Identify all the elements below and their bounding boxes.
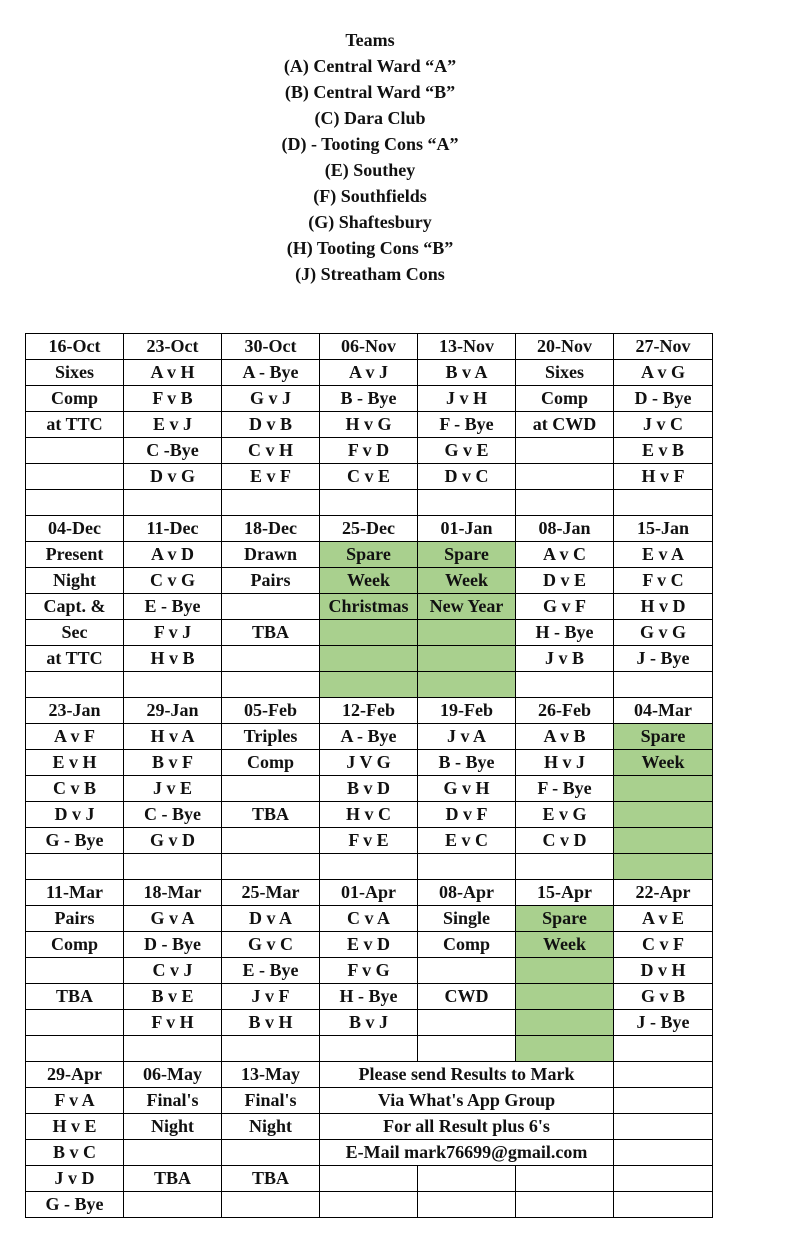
table-cell — [516, 464, 614, 490]
table-cell — [26, 672, 124, 698]
table-cell: C v F — [614, 932, 713, 958]
table-cell: J v H — [418, 386, 516, 412]
table-cell: F - Bye — [418, 412, 516, 438]
table-cell — [320, 672, 418, 698]
table-cell: H v F — [614, 464, 713, 490]
table-cell: Week — [320, 568, 418, 594]
table-row — [26, 1088, 713, 1114]
table-row — [26, 490, 713, 516]
table-cell: 26-Feb — [516, 698, 614, 724]
table-row — [26, 1140, 713, 1166]
fixtures-body — [26, 334, 713, 1218]
table-cell — [222, 854, 320, 880]
table-cell — [222, 594, 320, 620]
table-cell: 08-Jan — [516, 516, 614, 542]
table-cell — [222, 672, 320, 698]
teams-list — [0, 27, 740, 287]
table-row — [26, 620, 713, 646]
table-cell: E v A — [614, 542, 713, 568]
table-cell: B v E — [124, 984, 222, 1010]
table-cell: 25-Dec — [320, 516, 418, 542]
table-cell: at TTC — [26, 412, 124, 438]
table-row — [26, 880, 713, 906]
table-cell: Present — [26, 542, 124, 568]
table-cell: F v D — [320, 438, 418, 464]
table-cell: Comp — [516, 386, 614, 412]
table-cell — [418, 958, 516, 984]
table-cell: Week — [418, 568, 516, 594]
table-row — [26, 1114, 713, 1140]
table-cell — [614, 672, 713, 698]
table-cell: G v G — [614, 620, 713, 646]
table-cell: Spare — [516, 906, 614, 932]
table-cell — [26, 854, 124, 880]
table-cell: D - Bye — [124, 932, 222, 958]
table-cell — [418, 620, 516, 646]
table-cell: F v H — [124, 1010, 222, 1036]
table-cell — [26, 490, 124, 516]
table-cell — [614, 1140, 713, 1166]
table-cell — [614, 490, 713, 516]
table-row — [26, 334, 713, 360]
table-cell: J v A — [418, 724, 516, 750]
table-cell: J v B — [516, 646, 614, 672]
table-cell: 20-Nov — [516, 334, 614, 360]
table-cell: E - Bye — [222, 958, 320, 984]
table-cell: TBA — [222, 1166, 320, 1192]
table-row — [26, 464, 713, 490]
table-cell: 15-Jan — [614, 516, 713, 542]
table-cell — [222, 646, 320, 672]
table-cell: J - Bye — [614, 646, 713, 672]
table-cell: Final's — [222, 1088, 320, 1114]
table-cell: H - Bye — [320, 984, 418, 1010]
table-cell — [418, 490, 516, 516]
table-cell: J V G — [320, 750, 418, 776]
table-cell: 08-Apr — [418, 880, 516, 906]
table-cell: B v A — [418, 360, 516, 386]
team-f: (F) Southfields — [313, 186, 427, 206]
table-cell: 30-Oct — [222, 334, 320, 360]
table-cell: New Year — [418, 594, 516, 620]
table-cell: CWD — [418, 984, 516, 1010]
table-cell: B v F — [124, 750, 222, 776]
table-cell — [320, 854, 418, 880]
table-cell: B v J — [320, 1010, 418, 1036]
table-cell: E v G — [516, 802, 614, 828]
table-cell: G v B — [614, 984, 713, 1010]
table-row — [26, 1192, 713, 1218]
table-row — [26, 360, 713, 386]
table-cell: G v D — [124, 828, 222, 854]
table-cell — [614, 828, 713, 854]
table-cell: Night — [124, 1114, 222, 1140]
table-cell: J v E — [124, 776, 222, 802]
table-cell: G v A — [124, 906, 222, 932]
table-cell: C v D — [516, 828, 614, 854]
table-cell: H v J — [516, 750, 614, 776]
table-cell: F v C — [614, 568, 713, 594]
table-cell: 19-Feb — [418, 698, 516, 724]
table-cell: 13-Nov — [418, 334, 516, 360]
table-cell: 22-Apr — [614, 880, 713, 906]
table-cell: 18-Mar — [124, 880, 222, 906]
table-cell: J v D — [26, 1166, 124, 1192]
table-cell: H v G — [320, 412, 418, 438]
team-b: (B) Central Ward “B” — [284, 82, 456, 102]
table-cell: A v J — [320, 360, 418, 386]
table-cell — [418, 854, 516, 880]
table-cell: Comp — [26, 386, 124, 412]
table-row — [26, 724, 713, 750]
table-cell: D - Bye — [614, 386, 713, 412]
table-cell — [124, 1192, 222, 1218]
table-cell — [614, 1036, 713, 1062]
table-cell — [614, 854, 713, 880]
table-cell — [124, 672, 222, 698]
table-row — [26, 854, 713, 880]
table-cell: 12-Feb — [320, 698, 418, 724]
table-cell: E v D — [320, 932, 418, 958]
table-cell — [516, 1036, 614, 1062]
notice-cell: E-Mail mark76699@gmail.com — [320, 1140, 614, 1166]
table-cell — [418, 672, 516, 698]
notice-cell: Please send Results to Mark — [320, 1062, 614, 1088]
table-cell: J v C — [614, 412, 713, 438]
table-cell: Spare — [418, 542, 516, 568]
table-cell: A v G — [614, 360, 713, 386]
table-cell: 05-Feb — [222, 698, 320, 724]
table-cell: 25-Mar — [222, 880, 320, 906]
table-cell: G v E — [418, 438, 516, 464]
table-cell: F - Bye — [516, 776, 614, 802]
table-cell: Comp — [418, 932, 516, 958]
table-row — [26, 438, 713, 464]
table-cell: Christmas — [320, 594, 418, 620]
table-cell: A v B — [516, 724, 614, 750]
table-cell: A v H — [124, 360, 222, 386]
table-cell — [418, 646, 516, 672]
table-cell: C v E — [320, 464, 418, 490]
table-cell: 18-Dec — [222, 516, 320, 542]
table-cell: F v J — [124, 620, 222, 646]
table-cell: E v C — [418, 828, 516, 854]
table-cell — [614, 1166, 713, 1192]
table-cell: D v E — [516, 568, 614, 594]
table-cell — [124, 854, 222, 880]
table-cell: 01-Jan — [418, 516, 516, 542]
table-row — [26, 594, 713, 620]
table-cell — [222, 1140, 320, 1166]
table-row — [26, 932, 713, 958]
table-row — [26, 1166, 713, 1192]
table-cell: TBA — [222, 620, 320, 646]
table-row — [26, 984, 713, 1010]
table-cell: Spare — [320, 542, 418, 568]
table-cell: C v B — [26, 776, 124, 802]
table-cell: B v D — [320, 776, 418, 802]
table-cell: Pairs — [26, 906, 124, 932]
table-cell — [320, 1166, 418, 1192]
table-cell — [614, 1192, 713, 1218]
table-cell — [418, 1166, 516, 1192]
table-cell: C -Bye — [124, 438, 222, 464]
table-cell — [516, 854, 614, 880]
team-c: (C) Dara Club — [314, 108, 426, 128]
table-row — [26, 1010, 713, 1036]
table-cell: A - Bye — [222, 360, 320, 386]
table-cell — [614, 1088, 713, 1114]
table-cell: G - Bye — [26, 828, 124, 854]
notice-cell: For all Result plus 6's — [320, 1114, 614, 1140]
team-d: (D) - Tooting Cons “A” — [281, 134, 459, 154]
table-cell — [124, 1140, 222, 1166]
table-cell: Single — [418, 906, 516, 932]
table-cell — [614, 1114, 713, 1140]
table-cell: J - Bye — [614, 1010, 713, 1036]
table-cell: H v B — [124, 646, 222, 672]
table-cell — [516, 1010, 614, 1036]
table-cell: A v C — [516, 542, 614, 568]
table-row — [26, 386, 713, 412]
table-row — [26, 906, 713, 932]
table-cell: E v F — [222, 464, 320, 490]
table-cell: B - Bye — [418, 750, 516, 776]
table-cell — [222, 776, 320, 802]
table-cell: A v E — [614, 906, 713, 932]
table-cell: C v G — [124, 568, 222, 594]
table-cell: E - Bye — [124, 594, 222, 620]
table-row — [26, 698, 713, 724]
table-cell: at TTC — [26, 646, 124, 672]
table-cell: E v J — [124, 412, 222, 438]
table-cell: 27-Nov — [614, 334, 713, 360]
table-cell: G v C — [222, 932, 320, 958]
table-row — [26, 672, 713, 698]
table-cell: E v H — [26, 750, 124, 776]
table-cell: C v A — [320, 906, 418, 932]
table-cell: G v J — [222, 386, 320, 412]
table-cell: Final's — [124, 1088, 222, 1114]
team-g: (G) Shaftesbury — [308, 212, 432, 232]
table-cell: Night — [26, 568, 124, 594]
table-cell — [614, 1062, 713, 1088]
table-cell: H - Bye — [516, 620, 614, 646]
table-cell: Week — [614, 750, 713, 776]
table-cell: B v H — [222, 1010, 320, 1036]
table-cell: D v F — [418, 802, 516, 828]
team-e: (E) Southey — [324, 160, 416, 180]
table-cell: C - Bye — [124, 802, 222, 828]
table-cell: A v F — [26, 724, 124, 750]
table-cell — [124, 490, 222, 516]
table-row — [26, 776, 713, 802]
notice-cell: Via What's App Group — [320, 1088, 614, 1114]
table-cell: Sec — [26, 620, 124, 646]
table-cell: C v J — [124, 958, 222, 984]
table-cell: B v C — [26, 1140, 124, 1166]
table-cell: 01-Apr — [320, 880, 418, 906]
table-cell: F v E — [320, 828, 418, 854]
table-cell: Pairs — [222, 568, 320, 594]
table-cell: TBA — [124, 1166, 222, 1192]
table-cell — [26, 438, 124, 464]
table-cell: H v E — [26, 1114, 124, 1140]
table-cell: C v H — [222, 438, 320, 464]
table-cell: 29-Apr — [26, 1062, 124, 1088]
table-cell: 15-Apr — [516, 880, 614, 906]
team-a: (A) Central Ward “A” — [283, 56, 457, 76]
table-cell: 11-Mar — [26, 880, 124, 906]
table-cell: Drawn — [222, 542, 320, 568]
table-cell: TBA — [26, 984, 124, 1010]
table-cell — [320, 620, 418, 646]
table-cell — [418, 1036, 516, 1062]
table-cell: D v C — [418, 464, 516, 490]
table-cell: D v B — [222, 412, 320, 438]
table-cell: H v C — [320, 802, 418, 828]
table-row — [26, 750, 713, 776]
table-cell: Capt. & — [26, 594, 124, 620]
table-cell — [516, 1192, 614, 1218]
table-cell: D v G — [124, 464, 222, 490]
table-cell: A - Bye — [320, 724, 418, 750]
table-row — [26, 412, 713, 438]
table-cell: D v J — [26, 802, 124, 828]
table-cell: 23-Jan — [26, 698, 124, 724]
table-cell: TBA — [222, 802, 320, 828]
table-row — [26, 1062, 713, 1088]
table-cell: 11-Dec — [124, 516, 222, 542]
table-cell: F v B — [124, 386, 222, 412]
table-cell — [320, 1192, 418, 1218]
table-cell — [26, 958, 124, 984]
table-cell: 04-Mar — [614, 698, 713, 724]
table-cell: 13-May — [222, 1062, 320, 1088]
table-cell — [222, 1192, 320, 1218]
table-cell: Comp — [222, 750, 320, 776]
table-cell — [222, 1036, 320, 1062]
table-cell: 29-Jan — [124, 698, 222, 724]
table-cell: Comp — [26, 932, 124, 958]
teams-heading: Teams — [345, 30, 395, 50]
table-cell: A v D — [124, 542, 222, 568]
table-cell — [516, 490, 614, 516]
table-cell — [26, 464, 124, 490]
table-cell: Sixes — [516, 360, 614, 386]
table-cell: H v D — [614, 594, 713, 620]
table-cell — [26, 1010, 124, 1036]
table-cell: G v H — [418, 776, 516, 802]
table-cell: H v A — [124, 724, 222, 750]
table-cell: D v H — [614, 958, 713, 984]
table-cell: 16-Oct — [26, 334, 124, 360]
table-row — [26, 568, 713, 594]
table-cell: Week — [516, 932, 614, 958]
table-cell: D v A — [222, 906, 320, 932]
table-cell: 04-Dec — [26, 516, 124, 542]
table-cell — [516, 984, 614, 1010]
table-cell — [614, 802, 713, 828]
table-row — [26, 516, 713, 542]
table-cell — [222, 828, 320, 854]
table-cell: J v F — [222, 984, 320, 1010]
table-cell: 06-May — [124, 1062, 222, 1088]
table-cell: F v A — [26, 1088, 124, 1114]
table-cell: 06-Nov — [320, 334, 418, 360]
table-cell — [516, 958, 614, 984]
table-cell: E v B — [614, 438, 713, 464]
table-cell: G - Bye — [26, 1192, 124, 1218]
table-cell — [418, 1010, 516, 1036]
table-cell — [516, 438, 614, 464]
table-cell: B - Bye — [320, 386, 418, 412]
table-cell — [320, 490, 418, 516]
table-cell: Night — [222, 1114, 320, 1140]
table-row — [26, 646, 713, 672]
table-cell — [222, 490, 320, 516]
table-cell — [124, 1036, 222, 1062]
table-cell — [516, 672, 614, 698]
table-cell: F v G — [320, 958, 418, 984]
table-cell — [516, 1166, 614, 1192]
table-cell — [320, 646, 418, 672]
table-cell — [26, 1036, 124, 1062]
table-row — [26, 542, 713, 568]
table-cell: Triples — [222, 724, 320, 750]
table-row — [26, 1036, 713, 1062]
table-row — [26, 802, 713, 828]
table-cell: G v F — [516, 594, 614, 620]
team-h: (H) Tooting Cons “B” — [286, 238, 454, 258]
table-cell: Sixes — [26, 360, 124, 386]
table-cell — [614, 776, 713, 802]
table-cell — [320, 1036, 418, 1062]
table-cell: Spare — [614, 724, 713, 750]
table-cell: 23-Oct — [124, 334, 222, 360]
table-row — [26, 958, 713, 984]
table-cell — [418, 1192, 516, 1218]
table-row — [26, 828, 713, 854]
team-j: (J) Streatham Cons — [295, 264, 445, 284]
table-cell: at CWD — [516, 412, 614, 438]
fixtures-table — [25, 333, 713, 1218]
